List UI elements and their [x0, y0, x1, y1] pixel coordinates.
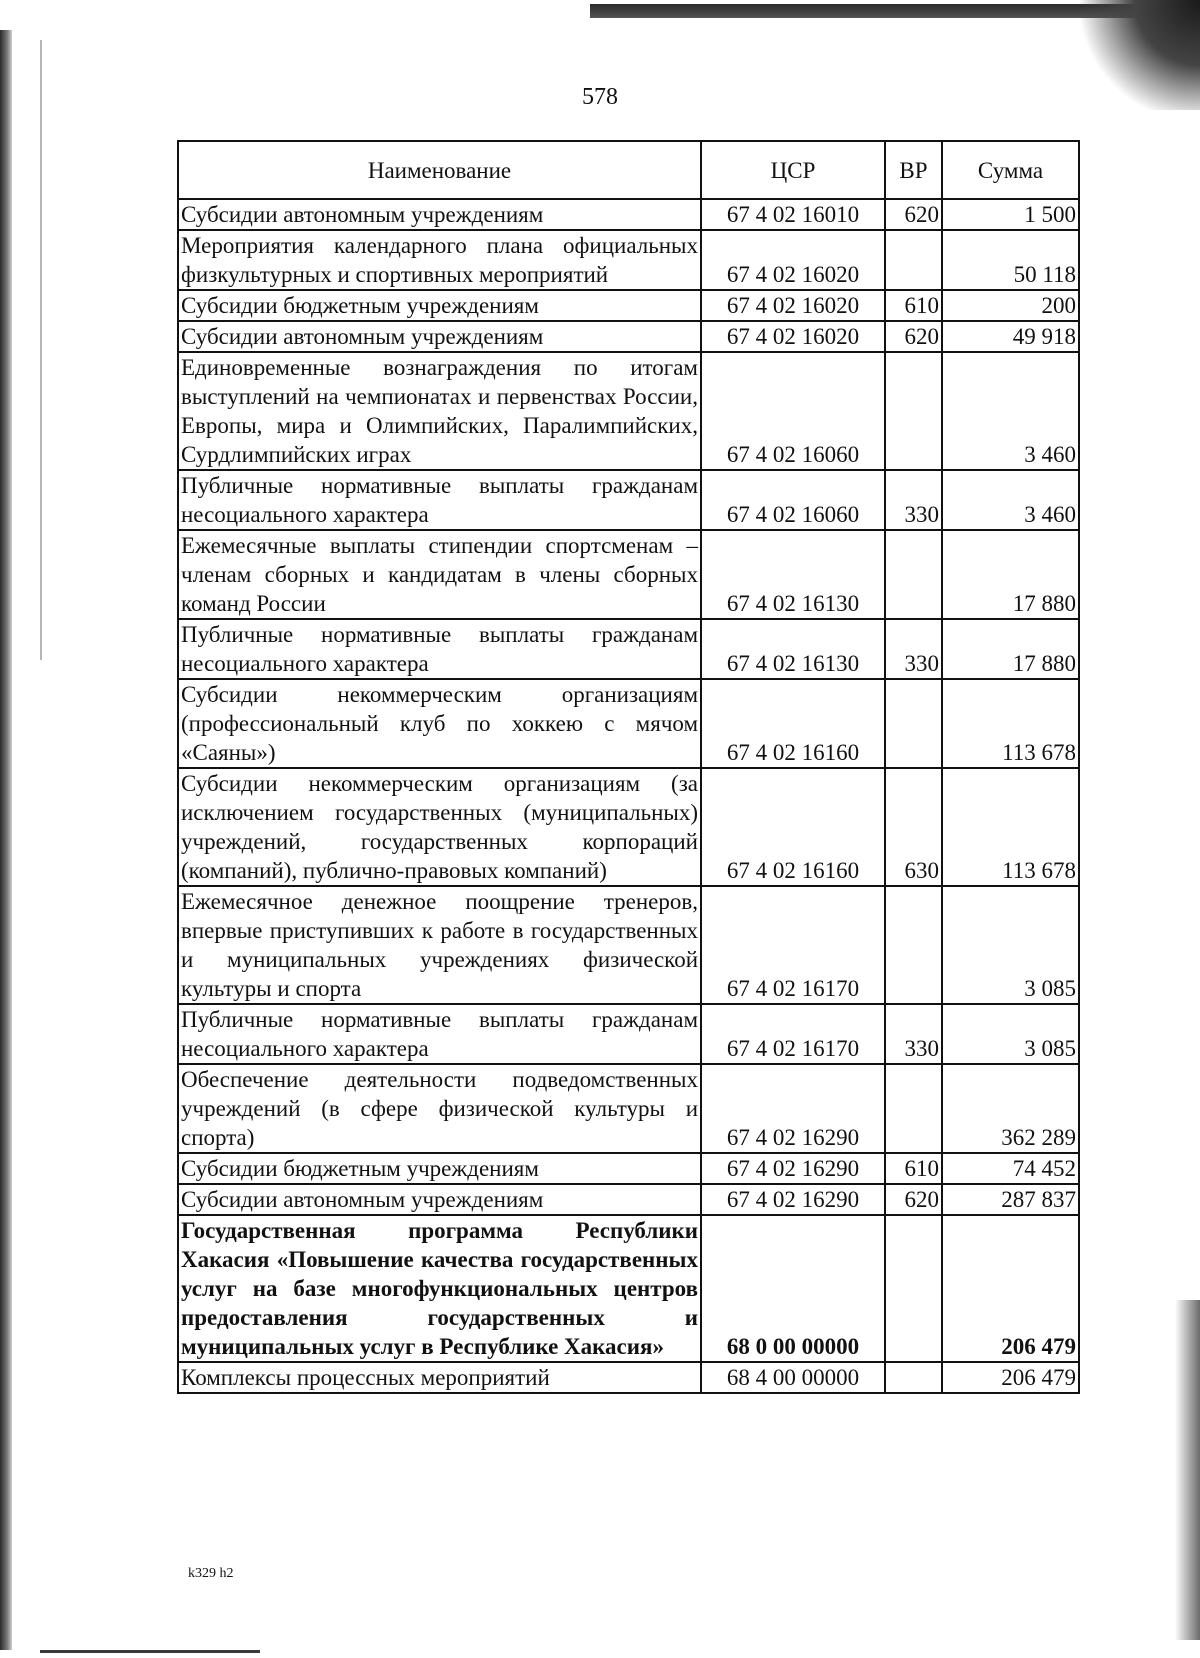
scan-edge-left — [0, 30, 12, 1650]
row-sum: 3 460 — [942, 470, 1079, 530]
table-row — [178, 470, 1079, 530]
row-vr — [885, 230, 942, 290]
row-vr — [885, 679, 942, 768]
row-vr: 610 — [885, 290, 942, 321]
row-sum: 206 479 — [942, 1362, 1079, 1393]
row-name: Субсидии бюджетным учреждениям — [178, 1153, 701, 1184]
row-code: 67 4 02 16160 — [701, 679, 885, 768]
table-row — [178, 768, 1079, 886]
row-name: Субсидии некоммерческим организациям (за исключением государственных (муниципальных) учреждений, государственных корпораций (компаний), публично-правовых компаний) — [178, 768, 701, 886]
table-row — [178, 290, 1079, 321]
header-name: Наименование — [178, 141, 701, 199]
row-vr: 630 — [885, 768, 942, 886]
row-name: Публичные нормативные выплаты гражданам несоциального характера — [178, 619, 701, 679]
row-sum: 113 678 — [942, 679, 1079, 768]
row-code: 67 4 02 16020 — [701, 290, 885, 321]
row-name: Ежемесячное денежное поощрение тренеров, впервые приступивших к работе в государственных и муниципальных учреждениях физической культуры и спорта — [178, 886, 701, 1004]
row-sum: 49 918 — [942, 321, 1079, 352]
table-row — [178, 321, 1079, 352]
row-vr: 620 — [885, 321, 942, 352]
table-row — [178, 1064, 1079, 1153]
row-code: 67 4 02 16170 — [701, 1004, 885, 1064]
row-vr: 610 — [885, 1153, 942, 1184]
budget-table — [177, 140, 1080, 1394]
row-name: Публичные нормативные выплаты гражданам несоциального характера — [178, 1004, 701, 1064]
row-name: Субсидии автономным учреждениям — [178, 1184, 701, 1215]
row-sum: 74 452 — [942, 1153, 1079, 1184]
row-sum: 1 500 — [942, 199, 1079, 230]
row-code: 67 4 02 16020 — [701, 230, 885, 290]
row-sum: 3 460 — [942, 352, 1079, 470]
row-code: 67 4 02 16130 — [701, 619, 885, 679]
row-vr: 620 — [885, 199, 942, 230]
row-vr — [885, 1215, 942, 1362]
row-code: 67 4 02 16010 — [701, 199, 885, 230]
row-sum: 50 118 — [942, 230, 1079, 290]
table-row — [178, 619, 1079, 679]
header-row — [178, 141, 1079, 199]
row-code: 67 4 02 16290 — [701, 1064, 885, 1153]
row-name: Ежемесячные выплаты стипендии спортсменам – членам сборных и кандидатам в члены сборных команд России — [178, 530, 701, 619]
row-name: Мероприятия календарного плана официальных физкультурных и спортивных мероприятий — [178, 230, 701, 290]
row-vr — [885, 1064, 942, 1153]
row-name: Субсидии некоммерческим организациям (профессиональный клуб по хоккею с мячом «Саяны») — [178, 679, 701, 768]
header-sum: Сумма — [942, 141, 1079, 199]
row-sum: 362 289 — [942, 1064, 1079, 1153]
row-code: 67 4 02 16060 — [701, 470, 885, 530]
table-row — [178, 352, 1079, 470]
row-code: 68 0 00 00000 — [701, 1215, 885, 1362]
scan-edge-right — [1175, 1300, 1200, 1640]
row-vr — [885, 886, 942, 1004]
row-code: 67 4 02 16060 — [701, 352, 885, 470]
row-code: 67 4 02 16130 — [701, 530, 885, 619]
header-vr: ВР — [885, 141, 942, 199]
row-name: Субсидии автономным учреждениям — [178, 199, 701, 230]
row-sum: 200 — [942, 290, 1079, 321]
row-sum: 287 837 — [942, 1184, 1079, 1215]
table-row — [178, 530, 1079, 619]
page-number: 578 — [582, 84, 618, 110]
row-name: Единовременные вознаграждения по итогам выступлений на чемпионатах и первенствах России, Европы, мира и Олимпийских, Паралимпийских, Сурдлимпийских играх — [178, 352, 701, 470]
table-row — [178, 679, 1079, 768]
row-code: 67 4 02 16020 — [701, 321, 885, 352]
table-row — [178, 1184, 1079, 1215]
row-name: Публичные нормативные выплаты гражданам несоциального характера — [178, 470, 701, 530]
table-row — [178, 199, 1079, 230]
scan-edge-top — [590, 4, 1150, 18]
row-code: 67 4 02 16290 — [701, 1153, 885, 1184]
row-name: Субсидии бюджетным учреждениям — [178, 290, 701, 321]
row-vr: 330 — [885, 619, 942, 679]
row-vr — [885, 352, 942, 470]
row-code: 67 4 02 16290 — [701, 1184, 885, 1215]
row-code: 67 4 02 16170 — [701, 886, 885, 1004]
row-vr — [885, 1362, 942, 1393]
row-sum: 17 880 — [942, 530, 1079, 619]
row-sum: 3 085 — [942, 886, 1079, 1004]
table-row — [178, 1153, 1079, 1184]
row-code: 67 4 02 16160 — [701, 768, 885, 886]
row-name: Субсидии автономным учреждениям — [178, 321, 701, 352]
footer-code: k329 h2 — [188, 1566, 234, 1581]
row-vr: 620 — [885, 1184, 942, 1215]
table-row — [178, 1362, 1079, 1393]
table-row — [178, 1004, 1079, 1064]
table-row — [178, 1215, 1079, 1362]
scan-fold-line — [40, 40, 42, 660]
row-sum: 3 085 — [942, 1004, 1079, 1064]
row-sum: 113 678 — [942, 768, 1079, 886]
row-name: Государственная программа Республики Хакасия «Повышение качества государственных услуг на базе многофункциональных центров предоставления государственных и муниципальных услуг в Республике Хакасия» — [178, 1215, 701, 1362]
row-sum: 17 880 — [942, 619, 1079, 679]
header-code: ЦСР — [701, 141, 885, 199]
row-vr: 330 — [885, 470, 942, 530]
row-name: Обеспечение деятельности подведомственных учреждений (в сфере физической культуры и спорта) — [178, 1064, 701, 1153]
row-sum: 206 479 — [942, 1215, 1079, 1362]
row-code: 68 4 00 00000 — [701, 1362, 885, 1393]
scan-edge-bottom — [40, 1650, 260, 1653]
row-name: Комплексы процессных мероприятий — [178, 1362, 701, 1393]
row-vr: 330 — [885, 1004, 942, 1064]
row-vr — [885, 530, 942, 619]
table-row — [178, 886, 1079, 1004]
table-row — [178, 230, 1079, 290]
